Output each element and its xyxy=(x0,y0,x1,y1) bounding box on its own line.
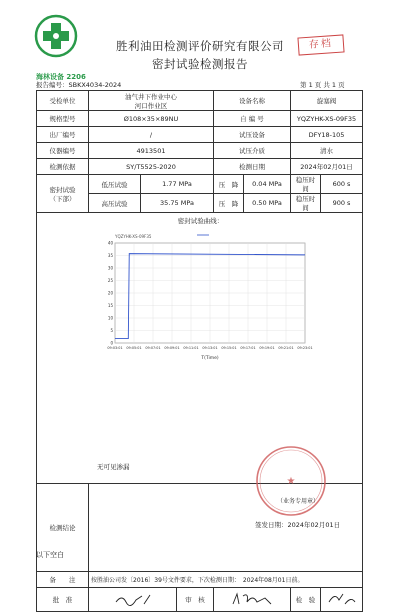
x-axis-label: T(Time) xyxy=(201,356,219,361)
seal-test-label: 密封试验 （下部） xyxy=(37,175,89,213)
medium-label: 试压介质 xyxy=(214,143,291,159)
y-tick-label: 15 xyxy=(107,303,113,308)
remark-text: 按胜油公司发〔2016〕39号文件要求，下次检测日期： 2024年08月01日前。 xyxy=(89,572,363,588)
medium-value: 清水 xyxy=(291,143,363,159)
x-tick-label: 09:15:01 xyxy=(221,346,237,350)
report-number: 报告编号：SBKX4034-2024 xyxy=(36,81,122,89)
pressure-curve-chart xyxy=(89,231,317,361)
test-device-value: DFY18-105 xyxy=(291,127,363,143)
x-tick-label: 09:19:01 xyxy=(259,346,275,350)
page-number: 第 1 页 共 1 页 xyxy=(300,81,345,89)
instrument-value: 4913501 xyxy=(89,143,214,159)
low-pressure-label: 低压试验 xyxy=(89,175,141,194)
basis-value: SY/T5525-2020 xyxy=(89,159,214,175)
footer-note: 以下空白 xyxy=(36,551,64,559)
date-value: 2024年02月01日 xyxy=(291,159,363,175)
archive-stamp: 存档 xyxy=(297,34,344,55)
factory-no-label: 出厂编号 xyxy=(37,127,89,143)
x-tick-label: 09:17:01 xyxy=(240,346,256,350)
factory-no-value: / xyxy=(89,127,214,143)
y-tick-label: 0 xyxy=(110,340,113,346)
client-value: 油气井下作业中心 河口作业区 xyxy=(89,91,214,111)
high-pressure-value: 35.75 MPa xyxy=(141,194,214,213)
instrument-label: 仪器编号 xyxy=(37,143,89,159)
approve-signature xyxy=(89,588,177,612)
y-tick-label: 25 xyxy=(107,278,113,283)
low-drop-value: 0.04 MPa xyxy=(244,175,291,194)
low-hold-value: 600 s xyxy=(321,175,363,194)
review-signature xyxy=(214,588,291,612)
y-tick-label: 5 xyxy=(110,328,113,333)
high-hold-value: 900 s xyxy=(321,194,363,213)
conclusion-label: 检测结论 xyxy=(37,484,89,572)
high-drop-value: 0.50 MPa xyxy=(244,194,291,213)
svg-text:★: ★ xyxy=(286,476,296,487)
curve-label: 密封试验曲线： xyxy=(177,217,224,225)
x-tick-label: 09:23:01 xyxy=(297,346,313,350)
low-drop-label: 压 降 xyxy=(214,175,244,194)
review-label: 审 核 xyxy=(177,588,214,612)
inspect-signature xyxy=(321,588,363,612)
remark-label: 备 注 xyxy=(37,572,89,588)
client-label: 受检单位 xyxy=(37,91,89,111)
y-tick-label: 30 xyxy=(107,265,113,271)
y-tick-label: 40 xyxy=(107,240,113,246)
conclusion-cell xyxy=(89,463,363,572)
organization-name: 胜利油田检测评价研究有限公司 xyxy=(116,39,284,53)
x-tick-label: 09:09:01 xyxy=(164,346,180,350)
chart-legend: YQZYHK-XS-09F35 xyxy=(115,234,152,239)
approve-label: 批 准 xyxy=(37,588,89,612)
low-hold-label: 稳压时间 xyxy=(291,175,321,194)
high-hold-label: 稳压时间 xyxy=(291,194,321,213)
self-no-value: YQZYHK-XS-09F35 xyxy=(291,111,363,127)
x-tick-label: 09:03:01 xyxy=(107,346,123,350)
x-tick-label: 09:07:01 xyxy=(145,346,161,350)
company-logo xyxy=(34,14,78,58)
x-tick-label: 09:13:01 xyxy=(202,346,218,350)
conclusion-text: 无可见渗漏 xyxy=(97,463,130,471)
report-table xyxy=(36,90,363,612)
device-name-label: 设备名称 xyxy=(214,91,291,111)
x-tick-label: 09:21:01 xyxy=(278,346,294,350)
high-drop-label: 压 降 xyxy=(214,194,244,213)
x-tick-label: 09:11:01 xyxy=(183,346,199,350)
spec-label: 规格型号 xyxy=(37,111,89,127)
y-tick-label: 10 xyxy=(107,315,113,321)
basis-label: 检测依据 xyxy=(37,159,89,175)
logo-caption: 海林设备 2206 xyxy=(36,73,86,81)
report-title: 密封试验检测报告 xyxy=(152,57,248,71)
inspect-label: 检 验 xyxy=(291,588,321,612)
test-device-label: 试压设备 xyxy=(214,127,291,143)
low-pressure-value: 1.77 MPa xyxy=(141,175,214,194)
date-label: 检测日期 xyxy=(214,159,291,175)
self-no-label: 自 编 号 xyxy=(214,111,291,127)
x-tick-label: 09:05:01 xyxy=(126,346,142,350)
y-tick-label: 20 xyxy=(107,290,113,296)
curve-cell xyxy=(37,213,363,484)
seal-note: （业务专用章） xyxy=(277,498,320,505)
high-pressure-label: 高压试验 xyxy=(89,194,141,213)
y-tick-label: 35 xyxy=(107,253,113,258)
device-name-value: 旋塞阀 xyxy=(291,91,363,111)
official-seal xyxy=(254,444,328,518)
issue-date: 签发日期：2024年02月01日 xyxy=(255,521,341,529)
spec-value: Ø108×35×89NU xyxy=(89,111,214,127)
